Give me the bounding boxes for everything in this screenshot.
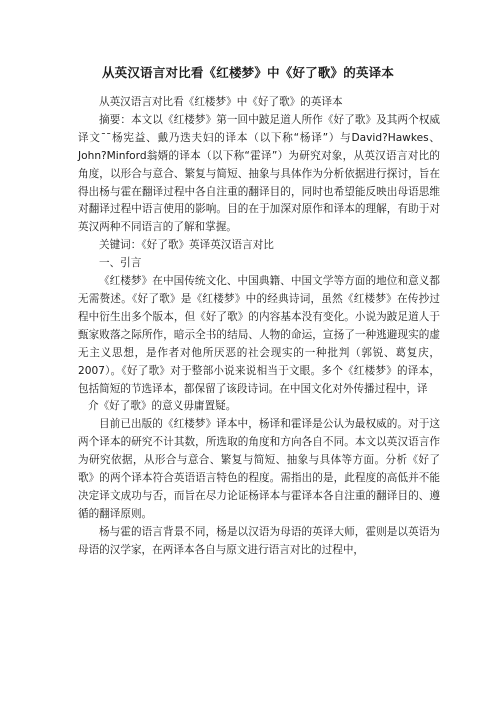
intro-continuation-paragraph: 介《好了歌》的意义毋庸置疑。 xyxy=(88,400,237,413)
keywords-paragraph: 关键词：《好了歌》英译英汉语言对比 xyxy=(99,239,274,252)
section-heading-introduction: 一、引言 xyxy=(99,257,142,270)
subtitle-paragraph: 从英汉语言对比看《红楼梦》中《好了歌》的英译本 xyxy=(99,96,343,108)
abstract-paragraph: 摘要：本文以《红楼梦》第一回中跛足道人所作《好了歌》及其两个权威译文¯¯杨宪益、戴乃迭夫妇的译本（以下称“杨译”）与David?Hawkes、John?Minford翁婿的译本（以下称“霍译”）为研究对象，从英汉语言对比的角度，以形合与意合、繁复与简短、抽象与具体作为分析依据进行探讨，旨在得出杨与霍在翻译过程中各自注重的翻译目的，同时也希望能反映出母语思维对翻译过程中语言使用的影响。目的在于加深对原作和译本的理解，有助于对英汉两种不同语言的了解和掌握。 xyxy=(78,113,440,234)
document-body xyxy=(78,94,440,560)
document-title: 从英汉语言对比看《红楼梦》中《好了歌》的英译本 xyxy=(101,65,395,80)
translations-paragraph: 目前已出版的《红楼梦》译本中，杨译和霍译是公认为最权威的。对于这两个译本的研究不计其数，所选取的角度和方向各自不同。本文以英汉语言作为研究依据，从形合与意合、繁复与简短、抽象与具体等方面。分析《好了歌》的两个译本符合英语语言特色的程度。需指出的是，此程度的高低并不能决定译文成功与否，而旨在尽力论证杨译本与霍译本各自注重的翻译目的、遵循的翻译原则。 xyxy=(78,418,440,520)
intro-paragraph: 《红楼梦》在中国传统文化、中国典籍、中国文学等方面的地位和意义都无需赘述。《好了歌》是《红楼梦》中的经典诗词，虽然《红楼梦》在传抄过程中衍生出多个版本，但《好了歌》的内容基本没有变化。小说为跛足道人于甄家败落之际所作，暗示全书的结局、人物的命运，宣扬了一种逃避现实的虚无主义思想，是作者对他所厌恶的社会现实的一种批判（郭锐、葛复庆，2007）。《好了歌》对于整部小说来说相当于文眼。多个《红楼梦》的译本，包括简短的节选译本，都保留了该段诗词。在中国文化对外传播过程中，译 xyxy=(78,275,440,395)
language-background-paragraph: 杨与霍的语言背景不同，杨是以汉语为母语的英译大师，霍则是以英语为母语的汉学家，在两译本各自与原文进行语言对比的过程中， xyxy=(78,525,440,556)
